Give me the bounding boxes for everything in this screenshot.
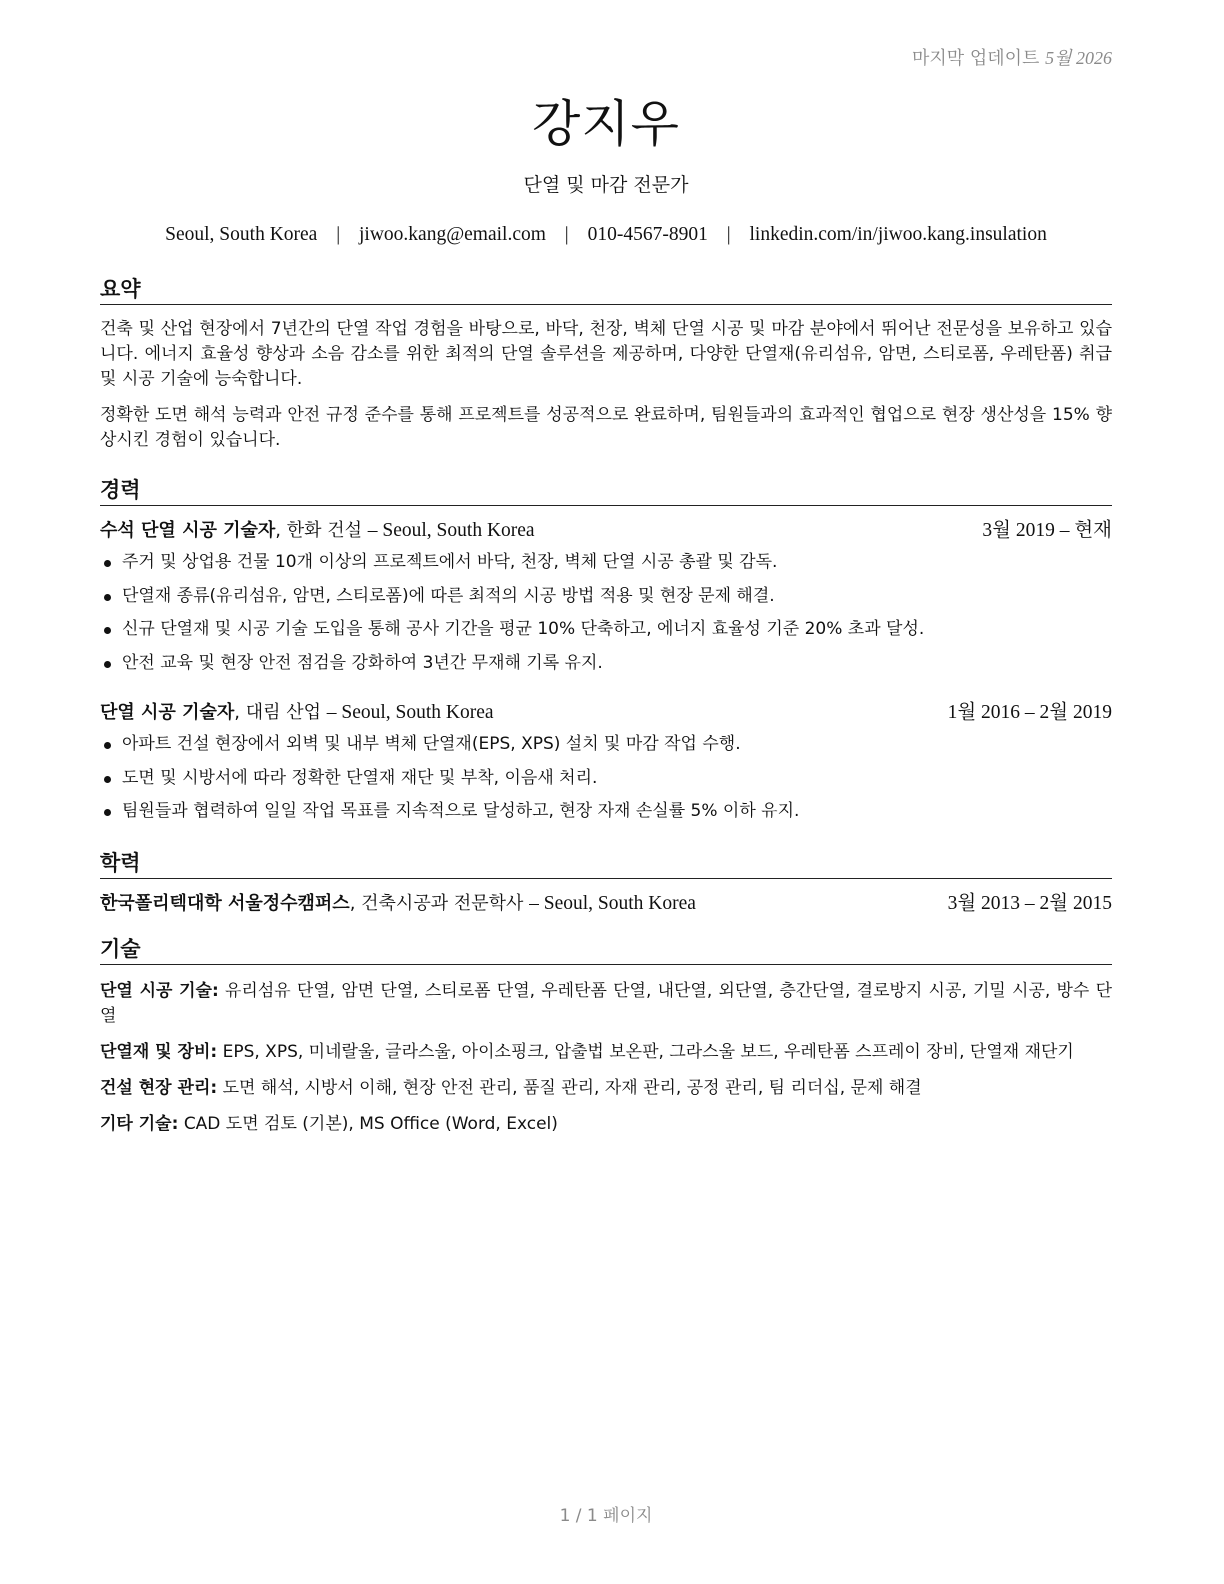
last-updated-date: 5월 2026 [1045, 48, 1112, 68]
job-company: 대림 산업 [245, 702, 321, 723]
summary-section [100, 276, 1112, 453]
last-updated-label: 마지막 업데이트 [911, 48, 1040, 69]
contact-phone: 010-4567-8901 [587, 224, 708, 245]
education-school: 한국폴리텍대학 서울정수캠퍼스 [100, 893, 350, 914]
candidate-name: 강지우 [532, 95, 680, 153]
job-entry [100, 518, 1112, 680]
skill-row [100, 1112, 1112, 1137]
contact-line [60, 224, 1152, 246]
skill-value: EPS, XPS, 미네랄울, 글라스울, 아이소핑크, 압출법 보온판, 그라스울 보드, 우레탄폼 스프레이 장비, 단열재 재단기 [222, 1042, 1074, 1062]
contact-linkedin[interactable]: linkedin.com/in/jiwoo.kang.insulation [749, 224, 1047, 245]
education-location: – Seoul, South Korea [529, 893, 696, 914]
skill-value: 유리섬유 단열, 암면 단열, 스티로폼 단열, 우레탄폼 단열, 내단열, 외단열, 층간단열, 결로방지 시공, 기밀 시공, 방수 단열 [100, 981, 1112, 1026]
page-indicator: 1 / 1 페이지 [559, 1506, 653, 1526]
experience-section [100, 477, 1112, 829]
section-title-experience: 경력 [100, 477, 1112, 506]
contact-separator: | [726, 224, 731, 245]
skill-row [100, 979, 1112, 1029]
job-dates: 1월 2016 – 2월 2019 [947, 702, 1112, 723]
job-dates: 3월 2019 – 현재 [982, 520, 1112, 541]
job-company: 한화 건설 [286, 520, 363, 541]
section-title-education: 학력 [100, 850, 1112, 879]
education-dates: 3월 2013 – 2월 2015 [947, 893, 1112, 914]
job-bullet: 주거 및 상업용 건물 10개 이상의 프로젝트에서 바닥, 천장, 벽체 단열 시공 총괄 및 감독. [100, 546, 1112, 580]
job-bullet: 단열재 종류(유리섬유, 암면, 스티로폼)에 따른 최적의 시공 방법 적용 및 현장 문제 해결. [100, 580, 1112, 614]
job-bullet: 팀원들과 협력하여 일일 작업 목표를 지속적으로 달성하고, 현장 자재 손실률 5% 이하 유지. [100, 795, 1112, 829]
job-bullet: 안전 교육 및 현장 안전 점검을 강화하여 3년간 무재해 기록 유지. [100, 647, 1112, 681]
section-title-summary: 요약 [100, 276, 1112, 305]
education-degree: 건축시공과 전문학사 [361, 893, 524, 914]
skill-row [100, 1076, 1112, 1101]
job-role: 수석 단열 시공 기술자 [100, 520, 276, 541]
summary-paragraph: 건축 및 산업 현장에서 7년간의 단열 작업 경험을 바탕으로, 바닥, 천장, 벽체 단열 시공 및 마감 분야에서 뛰어난 전문성을 보유하고 있습니다. 에너지 효율성 향상과 소음 감소를 위한 최적의 단열 솔루션을 제공하며, 다양한 단열재(유리섬유, 암면, 스티로폼, 우레탄폼) 취급 및 시공 기술에 능숙합니다. [100, 319, 1112, 389]
job-bullet: 아파트 건설 현장에서 외벽 및 내부 벽체 단열재(EPS, XPS) 설치 및 마감 작업 수행. [100, 728, 1112, 762]
resume-page [100, 0, 1112, 1584]
skill-value: 도면 해석, 시방서 이해, 현장 안전 관리, 품질 관리, 자재 관리, 공정 관리, 팀 리더십, 문제 해결 [222, 1078, 922, 1098]
job-bullet: 신규 단열재 및 시공 기술 도입을 통해 공사 기간을 평균 10% 단축하고, 에너지 효율성 기준 20% 초과 달성. [100, 613, 1112, 647]
section-title-skills: 기술 [100, 936, 1112, 965]
skill-label: 단열 시공 기술: [100, 981, 219, 1001]
skill-row [100, 1040, 1112, 1065]
education-entry: 한국폴리텍대학 서울정수캠퍼스, 건축시공과 전문학사 – Seoul, South Korea 3월 2013 – 2월 2015 [100, 891, 1112, 917]
skill-label: 건설 현장 관리: [100, 1078, 218, 1098]
job-header: 수석 단열 시공 기술자, 한화 건설 – Seoul, South Korea 3월 2019 – 현재 [100, 518, 1112, 544]
skill-label: 기타 기술: [100, 1114, 179, 1134]
job-bullets [100, 728, 1112, 829]
contact-separator: | [564, 224, 569, 245]
contact-email[interactable]: jiwoo.kang@email.com [359, 224, 546, 245]
job-location: – Seoul, South Korea [367, 520, 535, 541]
job-location: – Seoul, South Korea [326, 702, 494, 723]
job-role: 단열 시공 기술자 [100, 702, 235, 723]
job-entry [100, 700, 1112, 829]
job-bullet: 도면 및 시방서에 따라 정확한 단열재 재단 및 부착, 이음새 처리. [100, 762, 1112, 796]
last-updated [912, 44, 1112, 70]
skill-label: 단열재 및 장비: [100, 1042, 218, 1062]
candidate-tagline: 단열 및 마감 전문가 [523, 174, 689, 196]
contact-location: Seoul, South Korea [165, 224, 318, 245]
skills-section [100, 936, 1112, 1148]
job-bullets [100, 546, 1112, 680]
contact-separator: | [336, 224, 341, 245]
job-header: 단열 시공 기술자, 대림 산업 – Seoul, South Korea 1월 2016 – 2월 2019 [100, 700, 1112, 726]
summary-paragraph: 정확한 도면 해석 능력과 안전 규정 준수를 통해 프로젝트를 성공적으로 완료하며, 팀원들과의 효과적인 협업으로 현장 생산성을 15% 향상시킨 경험이 있습니다. [100, 405, 1112, 450]
education-section [100, 850, 1112, 917]
skill-value: CAD 도면 검토 (기본), MS Office (Word, Excel) [183, 1114, 558, 1134]
